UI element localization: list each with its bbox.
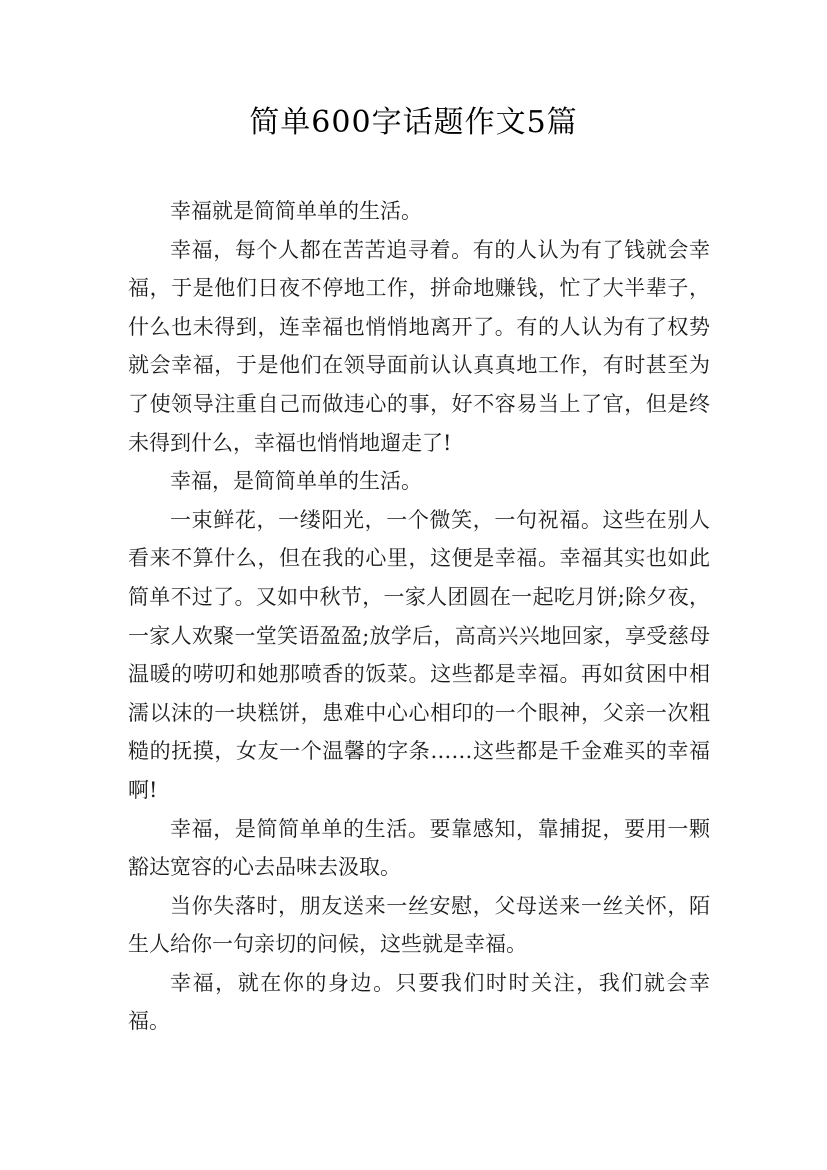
paragraph: 一束鲜花，一缕阳光，一个微笑，一句祝福。这些在别人看来不算什么，但在我的心里，这便是幸福。幸福其实也如此简单不过了。又如中秋节，一家人团圆在一起吃月饼;除夕夜，一家人欢聚一堂笑语盈盈;放学后，高高兴兴地回家，享受慈母温暖的唠叨和她那喷香的饭菜。这些都是幸福。再如贫困中相濡以沫的一块糕饼，患难中心心相印的一个眼神，父亲一次粗糙的抚摸，女友一个温馨的字条……这些都是千金难买的幸福啊!	[128, 507, 710, 802]
document-title: 简单600字话题作文5篇	[249, 105, 578, 140]
paragraph: 幸福，每个人都在苦苦追寻着。有的人认为有了钱就会幸福，于是他们日夜不停地工作，拼命地赚钱，忙了大半辈子，什么也未得到，连幸福也悄悄地离开了。有的人认为有了权势就会幸福，于是他们在领导面前认认真真地工作，有时甚至为了使领导注重自己而做违心的事，好不容易当上了官，但是终未得到什么，幸福也悄悄地遛走了!	[128, 237, 710, 455]
paragraph: 幸福，是简简单单的生活。	[170, 469, 422, 494]
paragraph: 当你失落时，朋友送来一丝安慰，父母送来一丝关怀，陌生人给你一句亲切的问候，这些就是幸福。	[128, 893, 710, 957]
paragraph: 幸福，是简简单单的生活。要靠感知，靠捕捉，要用一颗豁达宽容的心去品味去汲取。	[128, 816, 710, 880]
paragraph: 幸福就是简简单单的生活。	[170, 199, 422, 223]
paragraph: 幸福，就在你的身边。只要我们时时关注，我们就会幸福。	[128, 970, 710, 1034]
document-body	[128, 192, 710, 1041]
